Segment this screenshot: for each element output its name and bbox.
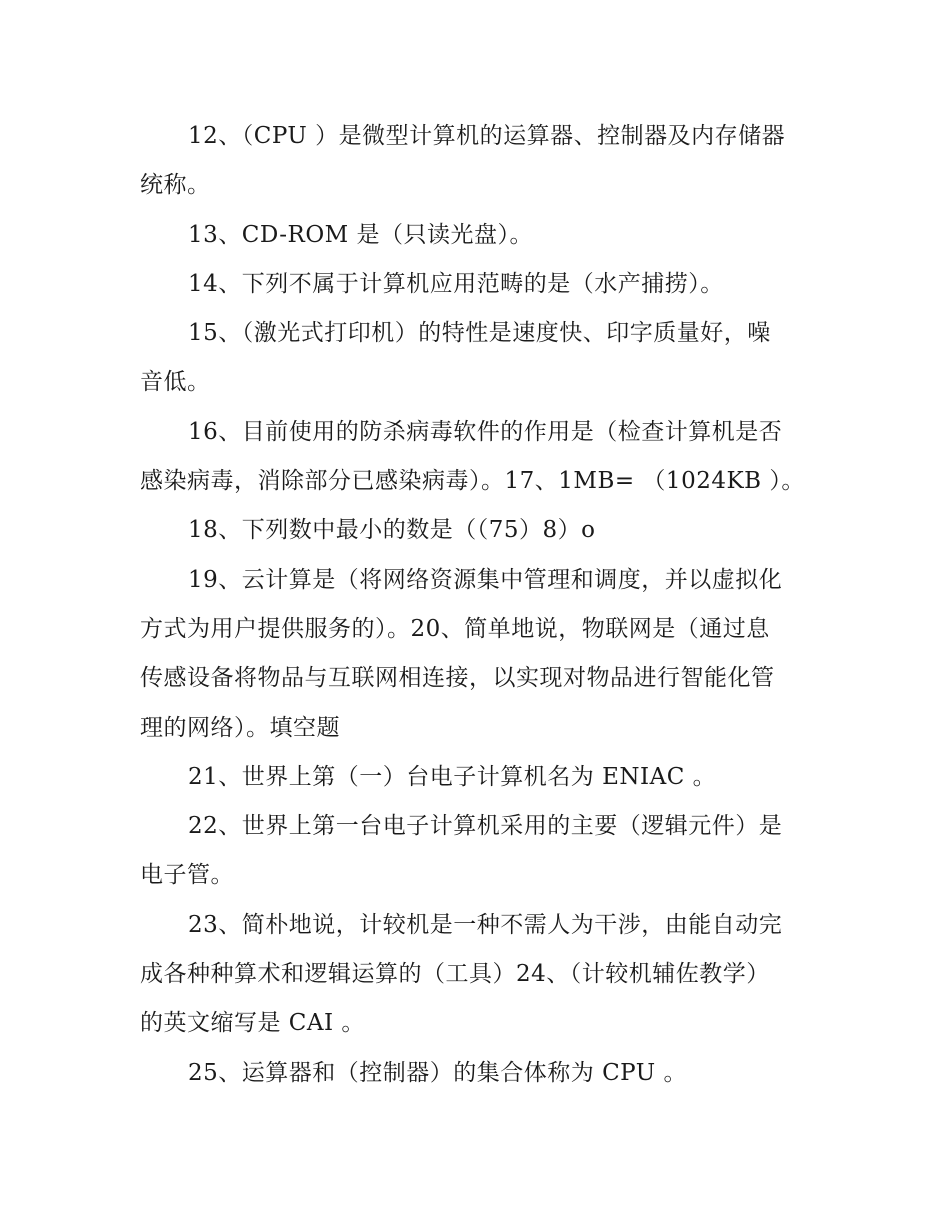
text-line: 15、（激光式打印机）的特性是速度快、印字质量好，噪: [188, 320, 771, 347]
text-line: 的英文缩写是 CAI 。: [140, 1010, 365, 1037]
text-line: 音低。: [140, 369, 211, 396]
text-line: 13、CD-ROM 是（只读光盘）。: [188, 221, 534, 248]
text-line: 18、下列数中最小的数是（（75）8）o: [188, 517, 596, 544]
text-line: 感染病毒，消除部分已感染病毒）。17、1MB= （1024KB ）。: [140, 468, 805, 495]
document-body: [140, 112, 830, 1098]
text-line: 21、世界上第（一）台电子计算机名为 ENIAC 。: [188, 763, 717, 790]
text-line: 电子管。: [140, 862, 234, 889]
text-line: 成各种种算术和逻辑运算的（工具）24、（计较机辅佐教学）: [140, 961, 770, 988]
text-line: 19、云计算是（将网络资源集中管理和调度，并以虚拟化: [188, 566, 783, 593]
text-line: 统称。: [140, 172, 211, 199]
text-line: 12、（CPU ）是微型计算机的运算器、控制器及内存储器: [188, 123, 786, 149]
text-line: 方式为用户提供服务的）。20、简单地说，物联网是（通过息: [140, 615, 770, 642]
text-line: 传感设备将物品与互联网相连接，以实现对物品进行智能化管: [140, 665, 775, 692]
text-line: 16、目前使用的防杀病毒软件的作用是（检查计算机是否: [188, 418, 783, 445]
text-line: 理的网络）。填空题: [140, 714, 340, 741]
text-line: 14、下列不属于计算机应用范畴的是（水产捕捞）。: [188, 270, 724, 297]
text-line: 22、世界上第一台电子计算机采用的主要（逻辑元件）是: [188, 813, 783, 840]
text-line: 23、简朴地说，计较机是一种不需人为干涉，由能自动完: [188, 911, 783, 938]
text-line: 25、运算器和（控制器）的集合体称为 CPU 。: [188, 1059, 687, 1086]
